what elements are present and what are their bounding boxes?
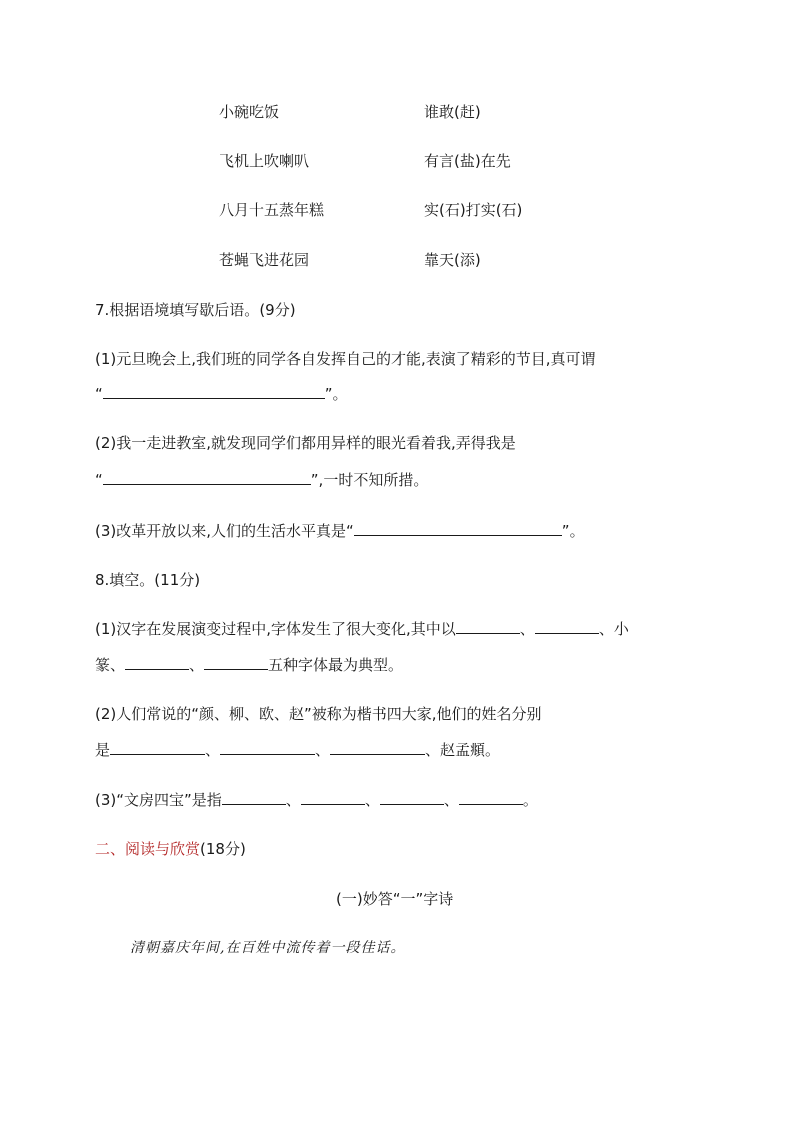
answer-blank-8-3c[interactable] [380,790,444,805]
answer-blank-8-1c[interactable] [125,655,189,670]
answer-blank-7-2[interactable] [103,470,311,485]
answer-blank-8-3b[interactable] [301,790,365,805]
section-2-score: (18分) [200,840,246,858]
question-8-item2-end: 、赵孟頫。 [425,741,501,759]
section-2-heading [95,839,246,859]
open-quote: “ [95,385,103,403]
answer-blank-8-2a[interactable] [110,740,205,755]
open-quote: “ [95,471,103,489]
pair-left-4: 苍蝇飞进花园 [219,251,310,269]
separator: 、 [189,656,205,674]
question-8-item1-cont2: 篆、 [95,656,126,674]
pair-left-1: 小碗吃饭 [219,103,280,121]
question-7-item1-text: (1)元旦晚会上,我们班的同学各自发挥自己的才能,表演了精彩的节目,真可谓 [95,350,596,368]
separator: 、 [443,791,459,809]
pair-right-4: 靠天(添) [424,251,481,269]
answer-blank-8-2b[interactable] [220,740,315,755]
question-8-item1-end: 五种字体最为典型。 [268,656,404,674]
separator: 、 [315,741,331,759]
answer-blank-8-1d[interactable] [204,655,268,670]
period: 。 [522,791,538,809]
pair-left-2: 飞机上吹喇叭 [219,152,310,170]
answer-blank-8-1b[interactable] [535,619,599,634]
separator: 、 [285,791,301,809]
question-8-item1-line1 [95,619,629,639]
question-7-item2-answer [95,470,428,490]
question-7-item2-text: (2)我一走进教室,就发现同学们都用异样的眼光看着我,弄得我是 [95,434,516,452]
question-7-item3-text: (3)改革开放以来,人们的生活水平真是“ [95,522,354,540]
close-quote: ”。 [324,385,348,403]
close-quote-tail: ”,一时不知所措。 [310,471,429,489]
question-8-item2-text: (2)人们常说的“颜、柳、欧、赵”被称为楷书四大家,他们的姓名分别 [95,705,542,723]
question-8-title: 8.填空。(11分) [95,571,201,589]
answer-blank-7-3[interactable] [354,521,562,536]
pair-right-3: 实(石)打实(石) [424,201,523,219]
passage-title: (一)妙答“一”字诗 [336,890,454,908]
answer-blank-8-3d[interactable] [459,790,523,805]
question-7-item1-answer [95,384,348,404]
question-7-item3 [95,521,585,541]
answer-blank-7-1[interactable] [103,384,325,399]
close-quote: ”。 [561,522,585,540]
answer-blank-8-2c[interactable] [330,740,425,755]
question-8-item1-cont: 、小 [598,620,629,638]
question-8-item3 [95,790,538,810]
passage-first-line: 清朝嘉庆年间,在百姓中流传着一段佳话。 [130,940,406,956]
question-8-item2-cont: 是 [95,741,111,759]
question-8-item3-text: (3)“文房四宝”是指 [95,791,222,809]
answer-blank-8-3a[interactable] [222,790,286,805]
separator: 、 [205,741,221,759]
separator: 、 [364,791,380,809]
pair-left-3: 八月十五蒸年糕 [219,201,325,219]
question-8-item2-line2 [95,740,500,760]
section-2-title: 二、阅读与欣赏 [95,840,201,858]
pair-right-1: 谁敢(赶) [424,103,481,121]
question-8-item1-line2 [95,655,403,675]
separator: 、 [519,620,535,638]
answer-blank-8-1a[interactable] [456,619,520,634]
pair-right-2: 有言(盐)在先 [424,152,511,170]
question-7-title: 7.根据语境填写歇后语。(9分) [95,301,296,319]
question-8-item1-text: (1)汉字在发展演变过程中,字体发生了很大变化,其中以 [95,620,456,638]
